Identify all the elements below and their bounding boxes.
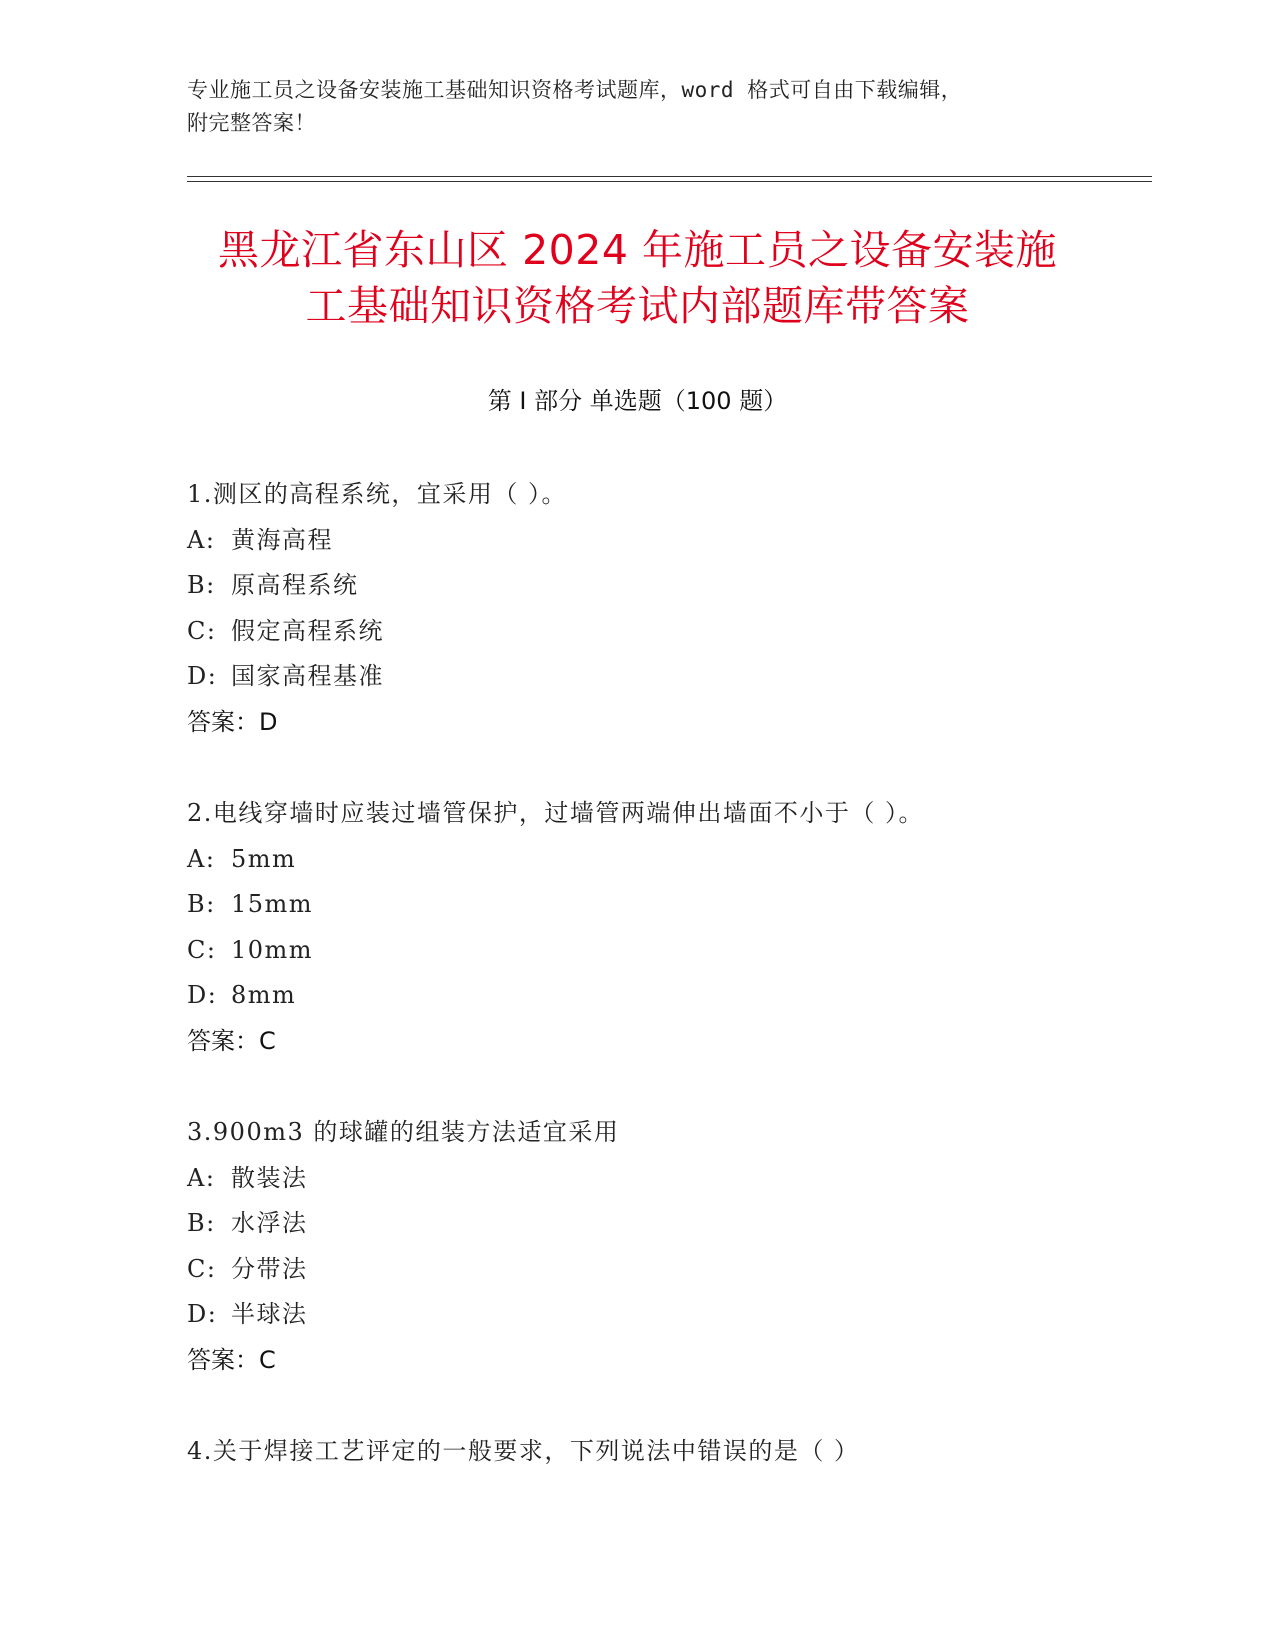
option-text: 8mm [231,981,297,1009]
option-text: 10mm [231,935,314,964]
document-title-line-2: 工基础知识资格考试内部题库带答案 [305,282,970,330]
option-key: C: [187,1254,217,1283]
option-text: 假定高程系统 [231,616,384,645]
option-c [187,928,1187,974]
option-b [187,1201,1187,1247]
section-heading: 第 I 部分 单选题（100 题） [487,387,788,415]
option-key: C: [187,935,217,964]
header-divider-bottom [187,181,1152,182]
question-stem: 2.电线穿墙时应装过墙管保护，过墙管两端伸出墙面不小于（ ）。 [187,799,925,827]
answer-value: C [259,1026,276,1055]
question-2 [187,791,1187,1064]
header-divider-top [187,176,1152,177]
answer-label: 答案： [187,1345,259,1374]
option-key: B: [187,1209,216,1237]
answer-line [187,1019,1187,1065]
option-d [187,654,1187,700]
option-key: A: [187,844,216,873]
question-1 [187,472,1187,745]
option-key: A: [187,1163,216,1192]
option-a [187,837,1187,883]
option-a [187,518,1187,564]
answer-line [187,700,1187,746]
answer-line [187,1338,1187,1384]
option-text: 15mm [231,890,314,918]
option-text: 5mm [231,844,297,873]
option-c [187,609,1187,655]
option-key: A: [187,525,216,554]
option-text: 散装法 [231,1163,308,1192]
option-text: 原高程系统 [231,571,359,599]
question-3 [187,1110,1187,1383]
option-text: 半球法 [231,1300,308,1328]
option-d [187,973,1187,1019]
option-b [187,882,1187,928]
answer-label: 答案： [187,707,259,736]
option-key: C: [187,616,217,645]
option-key: B: [187,571,216,599]
question-stem: 4.关于焊接工艺评定的一般要求，下列说法中错误的是（ ） [187,1437,860,1465]
answer-value: C [259,1345,276,1374]
option-text: 水浮法 [231,1209,308,1237]
option-key: D: [187,662,218,690]
header-note [187,74,1087,140]
header-note-line-2: 附完整答案！ [187,111,316,135]
document-title [150,222,1125,334]
option-b [187,563,1187,609]
option-d [187,1292,1187,1338]
question-stem: 3.900m3 的球罐的组装方法适宜采用 [187,1118,620,1146]
option-key: D: [187,981,218,1009]
option-text: 黄海高程 [231,525,333,554]
option-a [187,1156,1187,1202]
option-text: 国家高程基准 [231,662,384,690]
question-stem: 1.测区的高程系统，宜采用（ ）。 [187,480,568,508]
question-4 [187,1429,1187,1475]
option-key: D: [187,1300,218,1328]
document-title-line-1: 黑龙江省东山区 2024 年施工员之设备安装施 [218,226,1057,274]
answer-value: D [259,707,278,736]
answer-label: 答案： [187,1026,259,1055]
option-key: B: [187,890,216,918]
option-text: 分带法 [231,1254,308,1283]
option-c [187,1247,1187,1293]
header-note-line-1: 专业施工员之设备安装施工基础知识资格考试题库，word 格式可自由下载编辑， [187,78,963,102]
